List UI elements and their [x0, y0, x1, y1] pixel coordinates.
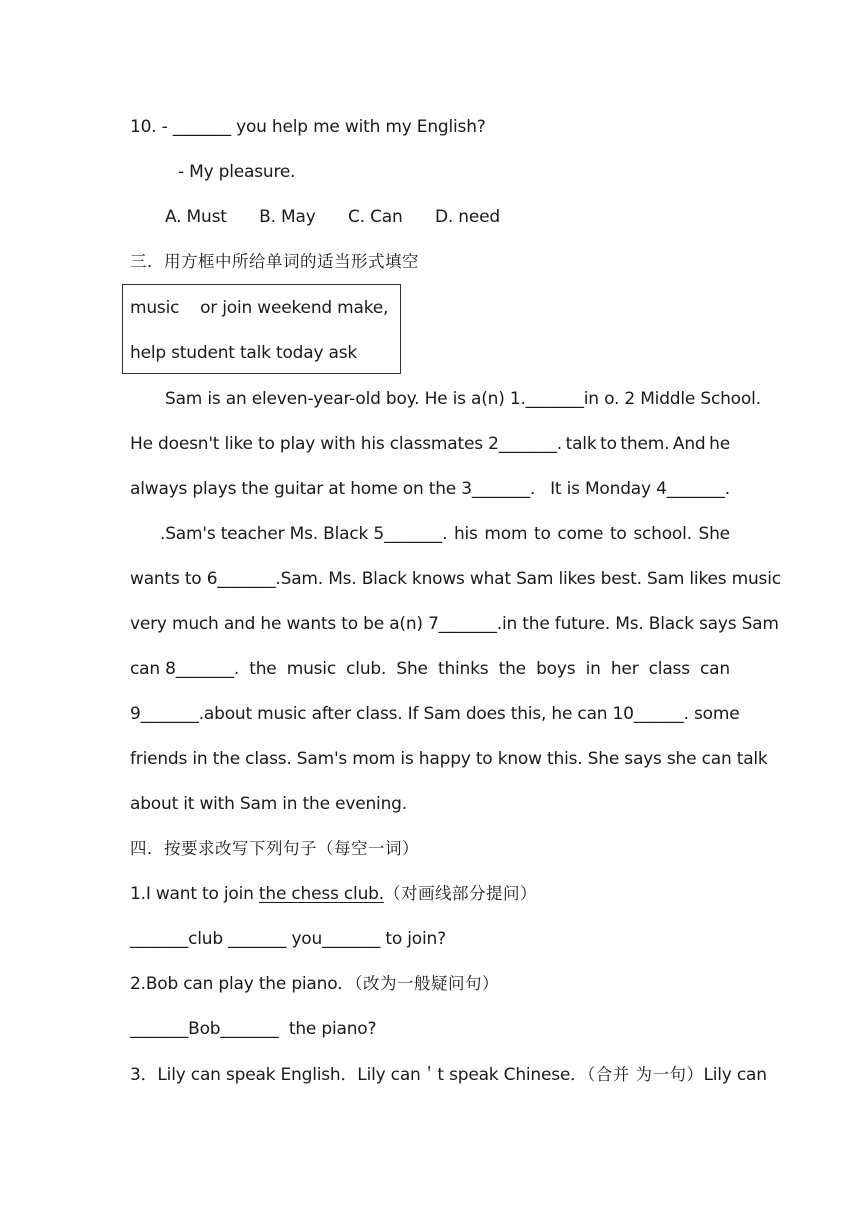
- q10-option-b: B. May: [259, 207, 316, 227]
- q10-option-d: D. need: [434, 207, 500, 227]
- passage-word: school.: [633, 524, 692, 544]
- passage-line-9: friends in the class. Sam's mom is happy to know this. She says she can talk: [130, 749, 768, 769]
- passage-word: She: [698, 524, 730, 544]
- rewrite-q2-note: （改为一般疑问句）: [354, 974, 499, 993]
- passage-word: his: [453, 524, 478, 544]
- rewrite-q3-text: 3．Lily can speak English．Lily can＇t speak Chinese．: [130, 1065, 587, 1085]
- rewrite-q2-answer: _______Bob_______ the piano?: [130, 1019, 377, 1039]
- passage-segment: It is Monday 4_______.: [550, 479, 730, 499]
- passage-word: the: [498, 659, 526, 679]
- passage-word: to: [533, 524, 551, 544]
- passage-word: her: [610, 659, 639, 679]
- passage-word: he: [709, 434, 730, 454]
- section3-heading: 三．用方框中所给单词的适当形式填空: [130, 252, 419, 271]
- passage-word: can 8_______.: [130, 659, 240, 679]
- rewrite-q1: [130, 882, 537, 906]
- passage-word: them.: [620, 434, 670, 454]
- passage-line-3: [130, 477, 730, 501]
- passage-segment: always plays the guitar at home on the 3_______.: [130, 479, 536, 499]
- passage-word: She: [396, 659, 428, 679]
- passage-word: talk: [565, 434, 597, 454]
- rewrite-q1-text: 1.I want to join: [130, 884, 259, 904]
- passage-word: the: [249, 659, 277, 679]
- rewrite-q1-answer: _______club _______ you_______ to join?: [130, 929, 446, 949]
- passage-word: music: [286, 659, 336, 679]
- passage-word: boys: [536, 659, 576, 679]
- passage-line-5: wants to 6_______.Sam. Ms. Black knows what Sam likes best. Sam likes music: [130, 569, 781, 589]
- q10-option-a: A. Must: [165, 207, 227, 227]
- passage-line-4: [160, 522, 730, 546]
- rewrite-q1-underlined: the chess club.: [258, 884, 384, 904]
- rewrite-q2: [130, 972, 499, 996]
- q10-option-c: C. Can: [348, 207, 403, 227]
- rewrite-q1-note: （对画线部分提问）: [383, 884, 537, 903]
- passage-word: in: [585, 659, 601, 679]
- passage-word: He doesn't like to play with his classmates 2_______.: [130, 434, 562, 454]
- q10-response: - My pleasure.: [178, 162, 296, 182]
- passage-word: And: [672, 434, 706, 454]
- passage-line-6: very much and he wants to be a(n) 7_______.in the future. Ms. Black says Sam: [130, 614, 779, 634]
- passage-line-7: [130, 657, 730, 681]
- q10-question: 10. - _______ you help me with my English?: [130, 117, 486, 137]
- section4-heading: 四．按要求改写下列句子（每空一词）: [130, 839, 419, 858]
- passage-word: thinks: [437, 659, 489, 679]
- passage-word: to: [600, 434, 617, 454]
- passage-word: .Sam's teacher Ms. Black 5_______.: [160, 524, 448, 544]
- rewrite-q2-text: 2.Bob can play the piano．: [130, 974, 355, 994]
- rewrite-q3: [130, 1063, 767, 1087]
- word-box-line-2: help student talk today ask: [130, 343, 358, 363]
- passage-line-8: 9_______.about music after class. If Sam does this, he can 10______. some: [130, 704, 740, 724]
- passage-line-1: Sam is an eleven-year-old boy. He is a(n) 1._______in o. 2 Middle School.: [165, 389, 761, 409]
- rewrite-q3-tail: Lily can: [703, 1065, 767, 1085]
- word-box-line-1: music or join weekend make,: [130, 298, 389, 318]
- passage-word: mom: [484, 524, 528, 544]
- q10-options: [165, 205, 500, 229]
- passage-word: can: [700, 659, 730, 679]
- passage-word: class: [648, 659, 690, 679]
- passage-word: come: [557, 524, 604, 544]
- rewrite-q3-note: （合并 为一句）: [586, 1065, 704, 1084]
- passage-line-2: [130, 432, 730, 456]
- passage-word: to: [609, 524, 627, 544]
- passage-word: club.: [346, 659, 387, 679]
- rewrite-q3-body: [130, 1063, 703, 1087]
- passage-line-10: about it with Sam in the evening.: [130, 794, 407, 814]
